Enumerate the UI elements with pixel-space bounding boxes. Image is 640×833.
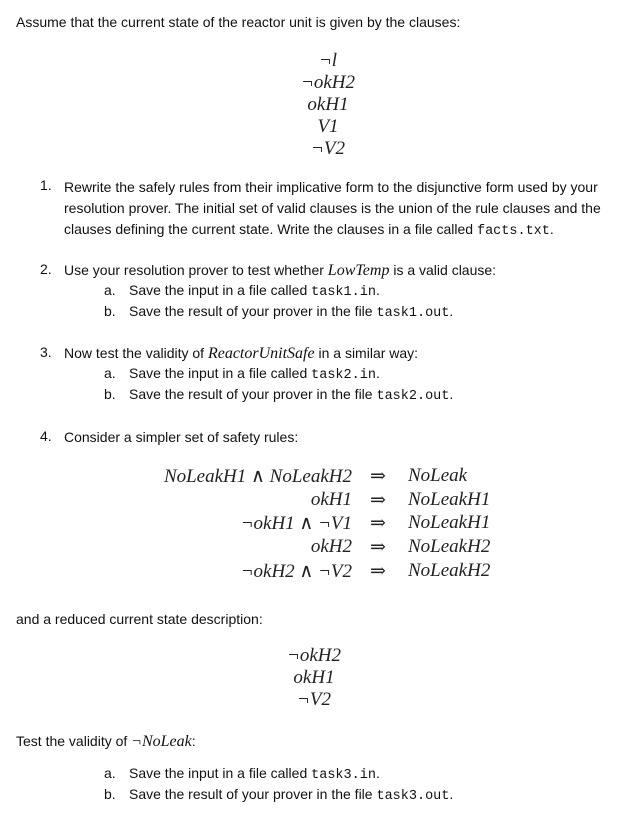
sub-letter: a. xyxy=(104,365,116,381)
clause: ¬okH2 xyxy=(301,72,355,93)
rule-lhs: ¬okH2 ∧ ¬V2 xyxy=(240,561,352,582)
item-text: Consider a simpler set of safety rules: xyxy=(64,429,299,445)
item-text xyxy=(64,260,496,281)
item-number: 2. xyxy=(40,261,52,277)
text: Save the result of your prover in the file xyxy=(129,386,377,402)
sub-text xyxy=(129,303,453,321)
term: LowTemp xyxy=(327,262,390,279)
punct: . xyxy=(449,303,454,319)
punct: . xyxy=(375,765,380,781)
text: Save the result of your prover in the file xyxy=(129,303,377,319)
filename: task3.out xyxy=(376,789,450,804)
text: Test the validity of xyxy=(16,733,132,749)
sub-text xyxy=(129,386,453,404)
clause: okH1 xyxy=(307,94,349,115)
rule-rhs: NoLeak xyxy=(408,465,468,486)
sub-text xyxy=(129,282,380,300)
filename: facts.txt xyxy=(476,224,550,239)
clause: ¬V2 xyxy=(297,689,331,710)
reduced-intro: and a reduced current state description: xyxy=(16,611,263,627)
sub-text xyxy=(129,765,380,783)
rule-rhs: NoLeakH1 xyxy=(408,512,491,533)
punct: . xyxy=(549,221,554,237)
sub-text xyxy=(129,365,380,383)
clause: ¬l xyxy=(318,50,338,71)
item-line-text: clauses defining the current state. Write the clauses in a file called xyxy=(64,221,477,237)
text: Save the input in a file called xyxy=(129,365,312,381)
rule-lhs: okH2 xyxy=(310,536,352,557)
text: Now test the validity of xyxy=(64,345,208,361)
term: ReactorUnitSafe xyxy=(207,345,315,362)
filename: task1.in xyxy=(311,285,376,300)
item-number: 3. xyxy=(40,344,52,360)
item-text xyxy=(64,343,418,364)
implies-icon: ⇒ xyxy=(370,537,386,558)
clause: ¬V2 xyxy=(311,138,345,159)
text: in a similar way: xyxy=(314,345,419,361)
item-text xyxy=(64,177,634,242)
sub-letter: a. xyxy=(104,282,116,298)
punct: . xyxy=(375,282,380,298)
item-number: 1. xyxy=(40,177,52,193)
text: is a valid clause: xyxy=(389,262,497,278)
text: Save the input in a file called xyxy=(129,765,312,781)
item-number: 4. xyxy=(40,428,52,444)
rule-rhs: NoLeakH1 xyxy=(408,489,491,510)
sub-text xyxy=(129,786,453,804)
item-line: resolution prover. The initial set of valid clauses is the union of the rule clauses and the xyxy=(64,200,601,216)
filename: task3.in xyxy=(311,768,376,783)
sub-letter: b. xyxy=(104,786,116,802)
filename: task2.in xyxy=(311,368,376,383)
clause: V1 xyxy=(317,116,339,137)
rule-lhs: ¬okH1 ∧ ¬V1 xyxy=(240,513,352,534)
filename: task2.out xyxy=(376,389,450,404)
intro-text: Assume that the current state of the reactor unit is given by the clauses: xyxy=(16,14,461,30)
text: Use your resolution prover to test whether xyxy=(64,262,328,278)
implies-icon: ⇒ xyxy=(370,513,386,534)
item-line xyxy=(64,219,634,242)
rule-lhs: NoLeakH1 ∧ NoLeakH2 xyxy=(163,466,352,487)
filename: task1.out xyxy=(376,306,450,321)
clause: okH1 xyxy=(293,667,335,688)
text: Save the input in a file called xyxy=(129,282,312,298)
punct: . xyxy=(449,386,454,402)
implies-icon: ⇒ xyxy=(370,561,386,582)
text: Save the result of your prover in the file xyxy=(129,786,377,802)
rule-lhs: okH1 xyxy=(310,489,352,510)
punct: . xyxy=(375,365,380,381)
test-line xyxy=(16,733,196,751)
clause: ¬okH2 xyxy=(287,645,341,666)
punct: . xyxy=(449,786,454,802)
sub-letter: a. xyxy=(104,765,116,781)
sub-letter: b. xyxy=(104,386,116,402)
rule-rhs: NoLeakH2 xyxy=(408,560,491,581)
implies-icon: ⇒ xyxy=(370,490,386,511)
sub-letter: b. xyxy=(104,303,116,319)
item-line: Rewrite the safely rules from their implicative form to the disjunctive form used by your xyxy=(64,179,598,195)
implies-icon: ⇒ xyxy=(370,466,386,487)
text: : xyxy=(191,733,196,749)
term: ¬NoLeak xyxy=(131,733,192,750)
rule-rhs: NoLeakH2 xyxy=(408,536,491,557)
